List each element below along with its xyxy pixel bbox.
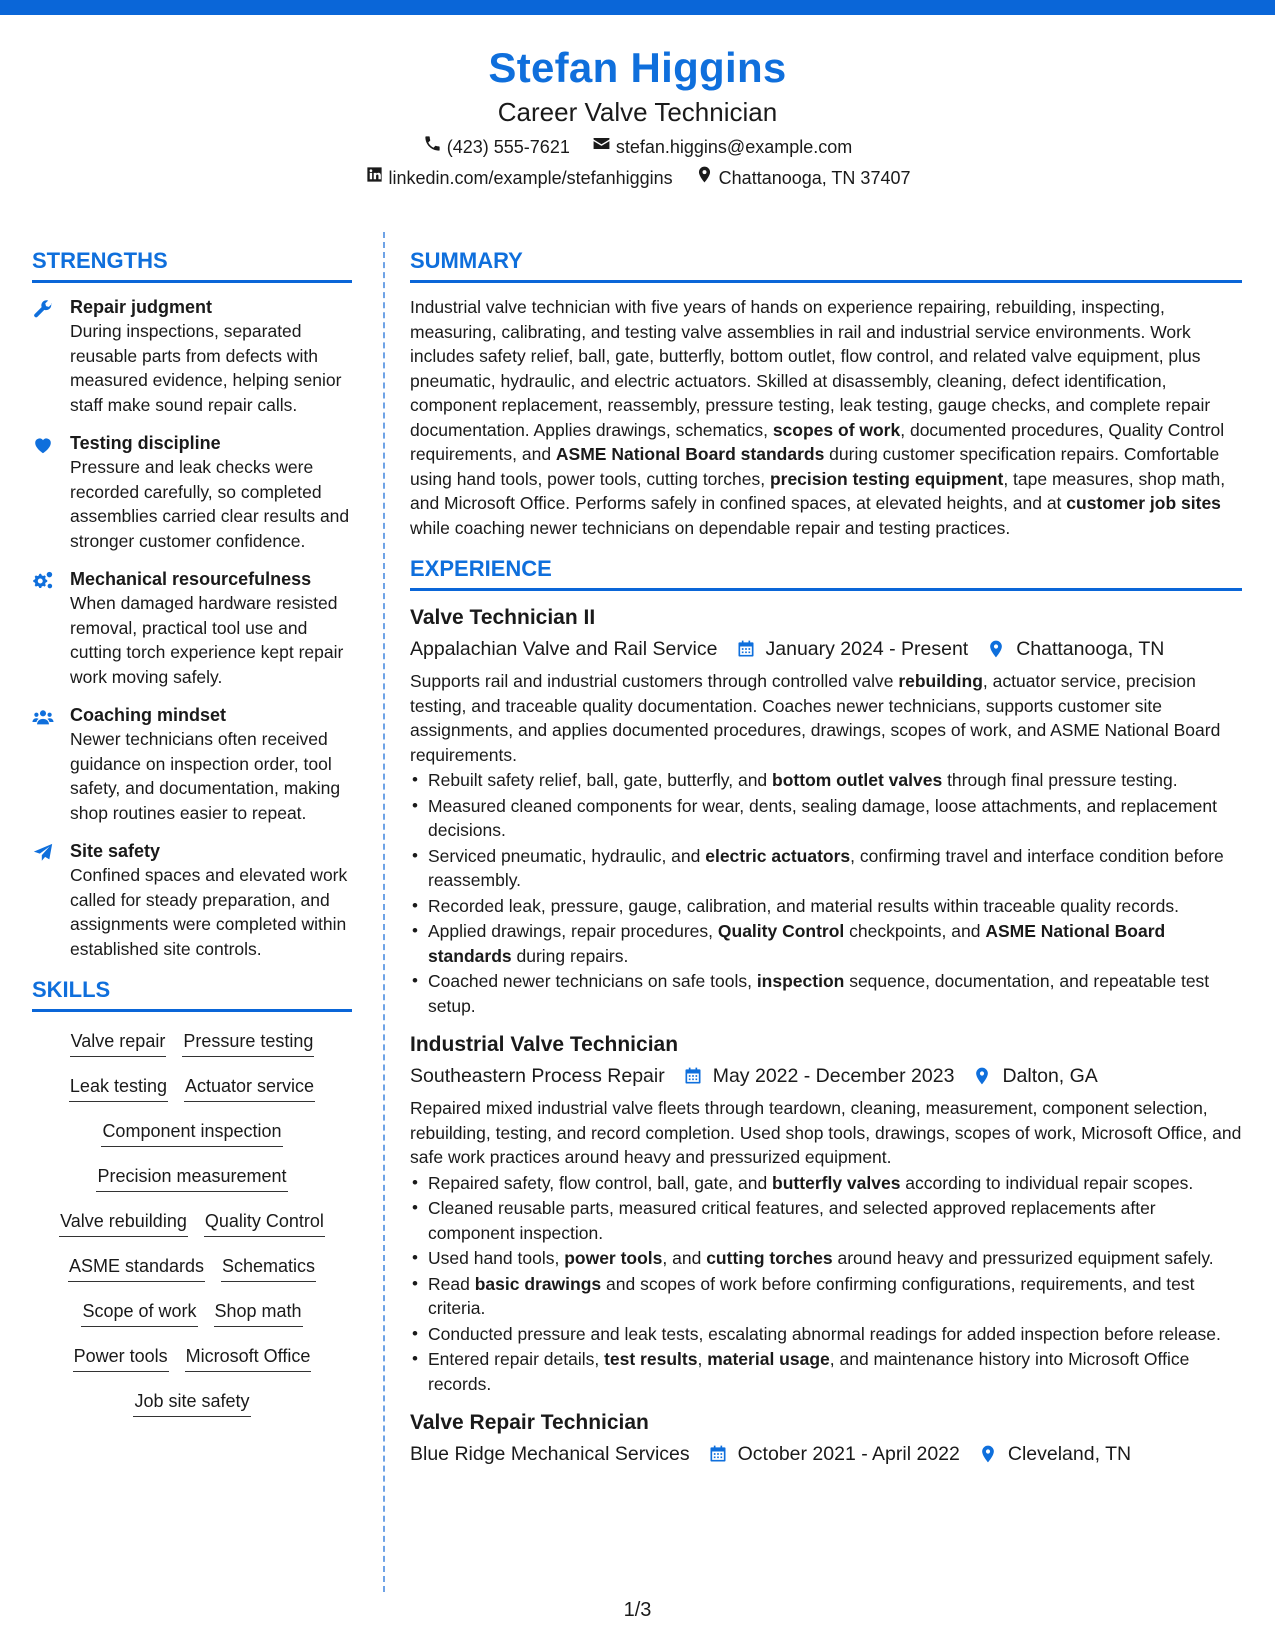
bold-text: butterfly valves — [772, 1172, 901, 1193]
job-company: Appalachian Valve and Rail Service — [410, 638, 718, 660]
strength-body — [70, 295, 352, 417]
bold-text: customer job sites — [1066, 493, 1221, 513]
text-segment: checkpoints, and — [844, 921, 986, 941]
text-segment: Read — [428, 1273, 475, 1294]
text-segment: Conducted pressure and leak tests, escalating abnormal readings for added inspection before release. — [428, 1323, 1221, 1344]
strength-description: During inspections, separated reusable parts from defects with measured evidence, helping senior staff make sound repair calls. — [70, 321, 342, 415]
strength-description: Pressure and leak checks were recorded carefully, so completed assemblies carried clear results and stronger customer confidence. — [70, 457, 350, 551]
strength-description: Newer technicians often received guidance on inspection order, tool safety, and documentation, making shop routines easier to repeat. — [70, 729, 341, 823]
map-pin-icon — [695, 165, 714, 191]
job-company: Blue Ridge Mechanical Services — [410, 1443, 690, 1465]
summary-heading: SUMMARY — [410, 246, 1242, 283]
job-meta — [410, 1438, 1242, 1470]
job-title: Industrial Valve Technician — [410, 1033, 679, 1056]
job-location: Dalton, GA — [1002, 1065, 1098, 1087]
skill-tag: Shop math — [214, 1298, 303, 1327]
strength-title: Testing discipline — [70, 433, 221, 453]
job-entry — [410, 603, 1242, 1018]
skill-tag: Scope of work — [81, 1298, 197, 1327]
skill-tag: Power tools — [73, 1343, 169, 1372]
column-divider — [383, 232, 385, 1592]
text-segment: Repaired safety, flow control, ball, gate, and — [428, 1172, 773, 1193]
contact-phone[interactable] — [423, 134, 570, 160]
linkedin-icon — [365, 165, 384, 191]
strengths-list — [32, 295, 352, 961]
users-icon — [32, 703, 56, 825]
text-segment: , tape measures, shop math, and Microsoft Office. Performs safely in confined spaces, at elevated heights, and at — [410, 468, 1226, 513]
text-segment: around heavy and pressurized equipment safely. — [832, 1248, 1214, 1268]
contact-row-2 — [0, 165, 1275, 191]
bullet-item — [410, 1272, 1242, 1321]
skill-tag: Pressure testing — [182, 1028, 314, 1057]
strength-body — [70, 703, 352, 825]
bold-text: Quality Control — [717, 921, 845, 941]
strength-item — [32, 295, 352, 417]
left-column — [32, 246, 352, 1417]
job-entry — [410, 1030, 1242, 1396]
strengths-heading: STRENGTHS — [32, 246, 352, 283]
heart-icon — [32, 431, 56, 553]
text-segment: while coaching newer technicians on dependable repair and testing practices. — [410, 517, 1011, 538]
job-dates: January 2024 - Present — [765, 638, 969, 660]
bold-text: basic drawings — [474, 1273, 602, 1294]
job-location: Chattanooga, TN — [1016, 638, 1165, 660]
text-segment: Coached newer technicians on safe tools, — [428, 971, 757, 991]
job-company: Southeastern Process Repair — [410, 1065, 665, 1087]
strength-body — [70, 567, 352, 689]
map-pin-icon — [978, 1444, 998, 1464]
strength-title: Mechanical resourcefulness — [70, 569, 312, 589]
skill-tag: Schematics — [221, 1253, 316, 1282]
job-entry — [410, 1408, 1242, 1470]
text-segment: Applied drawings, repair procedures, — [428, 921, 718, 941]
text-segment: according to individual repair scopes. — [900, 1172, 1194, 1193]
page-number: 1/3 — [623, 1599, 652, 1621]
bullet-item — [410, 1171, 1242, 1196]
resume-header — [0, 40, 1275, 191]
bullet-item — [410, 768, 1242, 793]
job-bullets — [410, 1171, 1242, 1397]
text-segment: during customer specification repairs. Comfortable using hand tools, power tools, cutting torches, — [410, 444, 1220, 489]
bold-text: precision testing equipment — [769, 468, 1004, 489]
bullet-item — [410, 1196, 1242, 1245]
contact-linkedin[interactable] — [365, 165, 673, 191]
job-description — [410, 669, 1242, 767]
skill-tag: Microsoft Office — [185, 1343, 312, 1372]
strength-item — [32, 839, 352, 961]
job-title: Valve Technician II — [410, 606, 596, 629]
skills-list — [32, 1024, 352, 1417]
skill-tag: Job site safety — [133, 1388, 250, 1417]
skill-tag: ASME standards — [68, 1253, 205, 1282]
bullet-item — [410, 844, 1242, 893]
gears-icon — [32, 567, 56, 689]
bold-text: material usage — [707, 1349, 830, 1369]
job-dates: October 2021 - April 2022 — [737, 1443, 960, 1465]
summary-text — [410, 295, 1242, 540]
bold-text: scopes of work — [772, 419, 901, 440]
paper-plane-icon — [32, 839, 56, 961]
job-meta — [410, 1060, 1242, 1092]
text-segment: Used hand tools, — [428, 1248, 565, 1268]
skill-tag: Actuator service — [184, 1073, 315, 1102]
skill-tag: Valve rebuilding — [59, 1208, 188, 1237]
map-pin-icon — [986, 639, 1006, 659]
text-segment: , documented procedures, Quality Control requirements, and — [410, 419, 1225, 464]
text-segment: Recorded leak, pressure, gauge, calibration, and material results within traceable quality records. — [428, 895, 1179, 916]
calendar-icon — [736, 639, 756, 659]
bullet-item — [410, 894, 1242, 919]
bullet-item — [410, 1246, 1242, 1271]
text-segment: , confirming travel and interface condition before reassembly. — [428, 845, 1224, 890]
strength-description: When damaged hardware resisted removal, practical tool use and cutting torch experience kept repair work moving safely. — [70, 593, 344, 687]
right-column — [410, 246, 1242, 1482]
bold-text: test results — [604, 1349, 698, 1369]
strength-description: Confined spaces and elevated work called for steady preparation, and assignments were completed within established site controls. — [70, 865, 348, 959]
job-title: Valve Repair Technician — [410, 1411, 649, 1434]
strength-title: Site safety — [70, 841, 161, 861]
bold-text: inspection — [756, 971, 845, 991]
strength-item — [32, 703, 352, 825]
wrench-icon — [32, 295, 56, 417]
contact-location — [695, 165, 911, 191]
bullet-item — [410, 919, 1242, 968]
bold-text: cutting torches — [706, 1248, 833, 1268]
bold-text: bottom outlet valves — [772, 770, 943, 790]
contact-email[interactable] — [592, 134, 852, 160]
bullet-item — [410, 1347, 1242, 1396]
envelope-icon — [592, 134, 611, 160]
strength-title: Repair judgment — [70, 297, 213, 317]
linkedin-text: linkedin.com/example/stefanhiggins — [388, 168, 673, 188]
skill-tag: Leak testing — [69, 1073, 168, 1102]
text-segment: , and — [662, 1248, 707, 1268]
contact-row-1 — [0, 134, 1275, 160]
candidate-name: Stefan Higgins — [488, 44, 787, 91]
job-dates: May 2022 - December 2023 — [712, 1065, 955, 1087]
strength-item — [32, 431, 352, 553]
text-segment: Measured cleaned components for wear, dents, sealing damage, loose attachments, and replacement decisions. — [428, 795, 1217, 840]
text-segment: and scopes of work before confirming configurations, requirements, and test criteria. — [428, 1273, 1195, 1318]
email-text: stefan.higgins@example.com — [615, 137, 853, 157]
bold-text: electric actuators — [705, 845, 851, 866]
bold-text: rebuilding — [898, 671, 983, 691]
text-segment: Supports rail and industrial customers through controlled valve — [410, 671, 899, 691]
calendar-icon — [708, 1444, 728, 1464]
strength-item — [32, 567, 352, 689]
bullet-item — [410, 969, 1242, 1018]
text-segment: Industrial valve technician with five years of hands on experience repairing, rebuilding, inspecting, measuring, calibrating, and testing valve assemblies in rail and industrial service environments. Work includes safety relief, ball, gate, butterfly, bottom outlet, flow control, and related valve equipment, plus pneumatic, hydraulic, and electric actuators. Skilled at disassembly, cleaning, defect identification, component replacement, reassembly, pressure testing, leak testing, gauge checks, and complete repair documentation. Applies drawings, schematics, — [410, 297, 1211, 440]
job-bullets — [410, 768, 1242, 1018]
text-segment: , — [697, 1349, 708, 1369]
candidate-role: Career Valve Technician — [497, 97, 778, 127]
phone-icon — [423, 134, 442, 160]
bold-text: power tools — [564, 1248, 663, 1268]
text-segment: sequence, documentation, and repeatable test setup. — [428, 971, 1210, 1016]
skills-heading: SKILLS — [32, 975, 352, 1012]
skill-tag: Precision measurement — [96, 1163, 287, 1192]
strength-body — [70, 839, 352, 961]
text-segment: , and maintenance history into Microsoft Office records. — [428, 1349, 1190, 1394]
bullet-item — [410, 794, 1242, 843]
text-segment: Repaired mixed industrial valve fleets through teardown, cleaning, measurement, component selection, rebuilding, testing, and record completion. Used shop tools, drawings, scopes of work, Microsoft Office, and safe work practices around heavy and pressurized equipment. — [410, 1098, 1242, 1167]
text-segment: through final pressure testing. — [942, 770, 1178, 790]
text-segment: Cleaned reusable parts, measured critical features, and selected approved replacements after component inspection. — [428, 1198, 1156, 1243]
skill-tag: Component inspection — [101, 1118, 282, 1147]
strength-body — [70, 431, 352, 553]
skill-tag: Quality Control — [204, 1208, 325, 1237]
bold-text: ASME National Board standards — [555, 444, 825, 464]
text-segment: Serviced pneumatic, hydraulic, and — [428, 845, 706, 866]
location-text: Chattanooga, TN 37407 — [718, 168, 911, 188]
bold-text: ASME National Board standards — [428, 921, 1166, 966]
map-pin-icon — [972, 1066, 992, 1086]
job-location: Cleveland, TN — [1007, 1443, 1132, 1465]
strength-title: Coaching mindset — [70, 705, 227, 725]
bullet-item — [410, 1322, 1242, 1347]
experience-list — [410, 603, 1242, 1470]
text-segment: during repairs. — [511, 945, 629, 966]
job-meta — [410, 633, 1242, 665]
skill-tag: Valve repair — [70, 1028, 167, 1057]
text-segment: , actuator service, precision testing, and traceable quality documentation. Coaches newer technicians, supports customer site assignments, and applies documented procedures, drawings, scopes of work, and ASME National Board requirements. — [410, 671, 1221, 765]
job-description — [410, 1096, 1242, 1170]
text-segment: Rebuilt safety relief, ball, gate, butterfly, and — [428, 770, 773, 790]
text-segment: Entered repair details, — [428, 1349, 605, 1369]
phone-text: (423) 555-7621 — [446, 137, 570, 157]
top-accent-bar — [0, 0, 1275, 15]
experience-heading: EXPERIENCE — [410, 554, 1242, 591]
calendar-icon — [683, 1066, 703, 1086]
